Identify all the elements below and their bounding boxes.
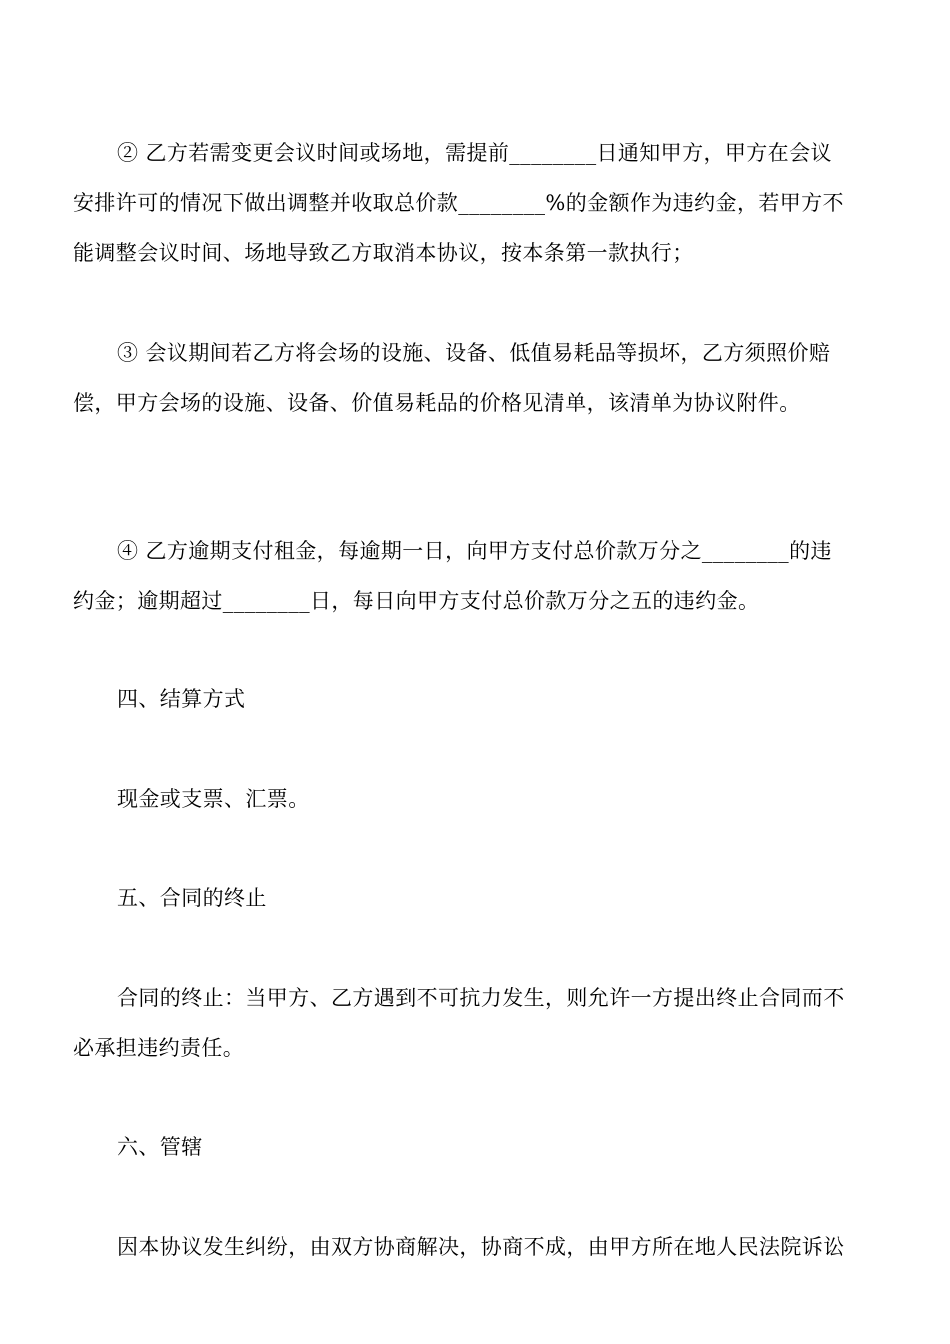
clause-2-line-3: 能调整会议时间、场地导致乙方取消本协议，按本条第一款执行； [73,241,694,265]
clause-3-paragraph [73,328,879,428]
clause-4-paragraph [73,526,879,626]
settlement-paragraph [73,774,879,824]
jurisdiction-paragraph [73,1222,879,1272]
section-heading-termination [73,873,879,923]
settlement-line-1: 现金或支票、汇票。 [117,787,310,811]
termination-line-1: 合同的终止：当甲方、乙方遇到不可抗力发生，则允许一方提出终止合同而不 [117,986,845,1010]
heading-5-text: 五、合同的终止 [117,886,267,910]
clause-2-line-2: 安排许可的情况下做出调整并收取总价款________%的金额作为违约金，若甲方不 [73,191,844,215]
clause-4-line-2: 约金；逾期超过________日，每日向甲方支付总价款万分之五的违约金。 [73,589,760,613]
heading-4-text: 四、结算方式 [117,687,246,711]
termination-line-2: 必承担违约责任。 [73,1036,245,1060]
clause-2-line-1: ② 乙方若需变更会议时间或场地，需提前________日通知甲方，甲方在会议 [117,141,832,165]
clause-4-line-1: ④ 乙方逾期支付租金，每逾期一日，向甲方支付总价款万分之________的违 [117,539,832,563]
heading-6-text: 六、管辖 [117,1135,203,1159]
jurisdiction-line-1: 因本协议发生纠纷，由双方协商解决，协商不成，由甲方所在地人民法院诉讼 [117,1235,845,1259]
clause-3-line-1: ③ 会议期间若乙方将会场的设施、设备、低值易耗品等损坏，乙方须照价赔 [117,341,831,365]
termination-paragraph [73,973,879,1073]
section-heading-settlement [73,674,879,724]
clause-3-line-2: 偿，甲方会场的设施、设备、价值易耗品的价格见清单，该清单为协议附件。 [73,391,801,415]
section-heading-jurisdiction [73,1122,879,1172]
clause-2-paragraph [73,128,879,278]
